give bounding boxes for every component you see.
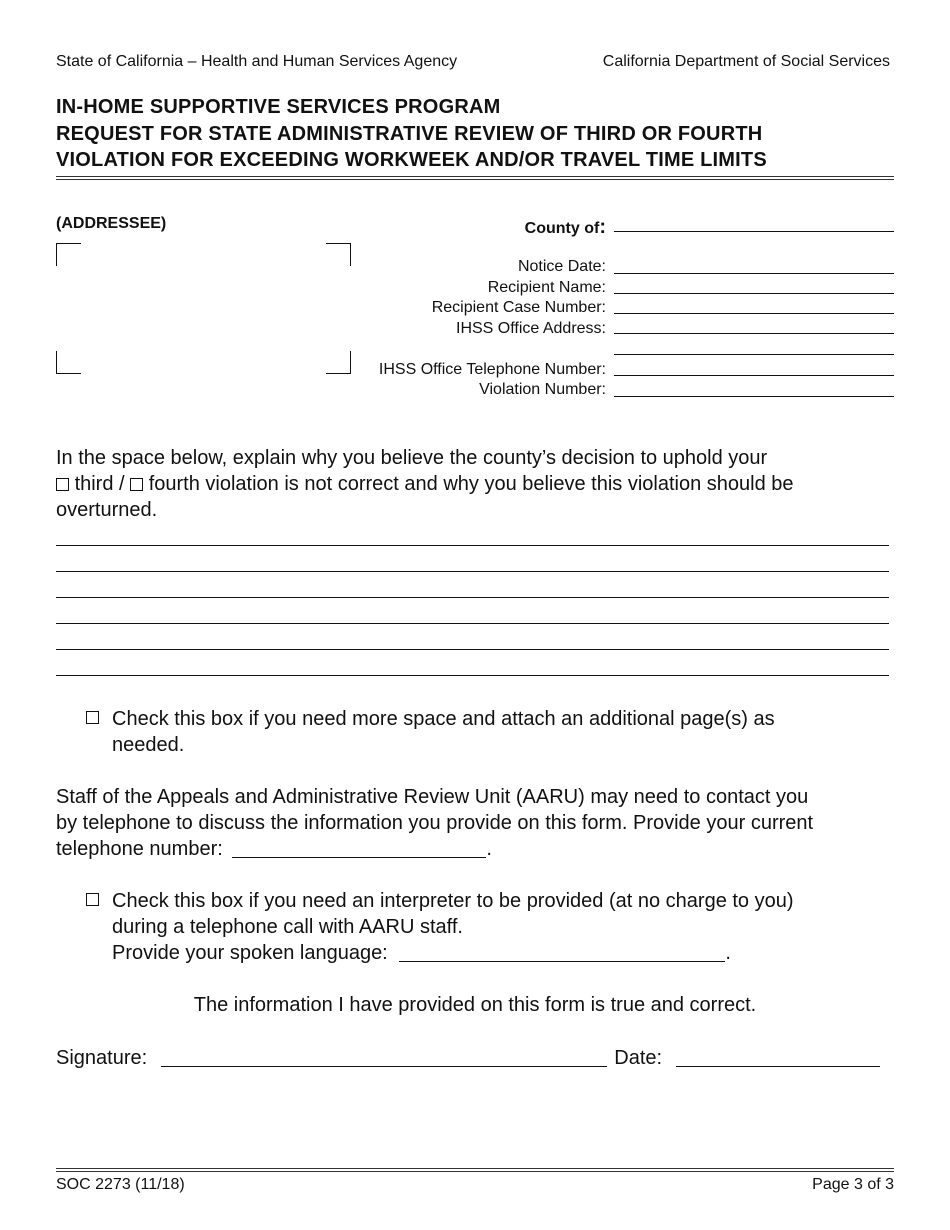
office-phone-field[interactable]	[614, 375, 894, 376]
date-label: Date:	[614, 1047, 663, 1069]
violation-number-field[interactable]	[614, 396, 894, 397]
footer-divider	[56, 1168, 894, 1172]
certification-statement: The information I have provided on this form is true and correct.	[193, 994, 757, 1016]
explanation-writing-line-4[interactable]	[56, 623, 889, 624]
third-violation-checkbox[interactable]	[56, 478, 69, 491]
explain-line-1: In the space below, explain why you believe the county’s decision to uphold your	[56, 447, 768, 469]
office-address-field-line-2[interactable]	[614, 354, 894, 355]
title-divider	[56, 176, 894, 180]
explanation-writing-line-6[interactable]	[56, 675, 889, 676]
more-space-text	[112, 706, 872, 758]
county-label	[46, 216, 606, 239]
aaru-line-2: by telephone to discuss the information you provide on this form. Provide your current	[56, 812, 814, 834]
recipient-name-field[interactable]	[614, 293, 894, 294]
agency-header: State of California – Health and Human Services Agency	[56, 53, 458, 70]
aaru-line-1: Staff of the Appeals and Administrative Review Unit (AARU) may need to contact you	[56, 786, 809, 808]
office-address-field[interactable]	[614, 333, 894, 334]
spoken-language-period: .	[725, 942, 731, 964]
page-number: Page 3 of 3	[812, 1176, 894, 1193]
interpreter-text	[112, 888, 892, 966]
addressee-label: (ADDRESSEE)	[56, 215, 167, 232]
interpreter-line-3	[112, 940, 892, 966]
department-header: California Department of Social Services	[602, 53, 890, 70]
spoken-language-field[interactable]	[399, 943, 725, 962]
recipient-name-label: Recipient Name:	[487, 279, 606, 296]
explain-paragraph	[56, 445, 901, 523]
office-phone-label: IHSS Office Telephone Number:	[378, 361, 606, 378]
recipient-case-number-field[interactable]	[614, 313, 894, 314]
title-line-3: VIOLATION FOR EXCEEDING WORKWEEK AND/OR TRAVEL TIME LIMITS	[56, 149, 767, 171]
signature-label: Signature:	[56, 1047, 148, 1069]
explanation-writing-line-3[interactable]	[56, 597, 889, 598]
interpreter-checkbox[interactable]	[86, 893, 99, 906]
explain-line-3: overturned.	[56, 499, 158, 521]
telephone-label: telephone number:	[56, 838, 223, 860]
explanation-writing-line-5[interactable]	[56, 649, 889, 650]
title-line-2: REQUEST FOR STATE ADMINISTRATIVE REVIEW OF THIRD OR FOURTH	[56, 122, 763, 145]
telephone-period: .	[486, 838, 492, 860]
telephone-number-field[interactable]	[232, 839, 486, 858]
form-number: SOC 2273 (11/18)	[56, 1176, 185, 1193]
signature-row	[56, 1045, 901, 1071]
date-field[interactable]	[676, 1048, 880, 1067]
notice-date-field[interactable]	[614, 273, 894, 274]
spoken-language-label: Provide your spoken language:	[112, 942, 388, 964]
more-space-line-2: needed.	[112, 734, 185, 756]
explain-line-2	[56, 471, 901, 497]
form-title	[56, 94, 767, 174]
office-address-label: IHSS Office Address:	[456, 320, 606, 337]
explanation-writing-line-2[interactable]	[56, 571, 889, 572]
more-space-line-1: Check this box if you need more space and attach an additional page(s) as	[112, 708, 775, 730]
fourth-label: fourth violation is not correct and why you believe this violation should be	[148, 473, 794, 495]
county-label-text: County of	[524, 220, 600, 237]
recipient-case-number-label: Recipient Case Number:	[431, 299, 606, 316]
fourth-violation-checkbox[interactable]	[130, 478, 143, 491]
interpreter-line-1: Check this box if you need an interpreter to be provided (at no charge to you)	[112, 890, 794, 912]
more-space-checkbox[interactable]	[86, 711, 99, 724]
third-label: third /	[74, 473, 125, 495]
interpreter-line-2: during a telephone call with AARU staff.	[112, 916, 463, 938]
signature-field[interactable]	[161, 1048, 607, 1067]
county-field[interactable]	[614, 231, 894, 232]
county-colon: :	[599, 216, 606, 238]
aaru-paragraph	[56, 784, 901, 862]
explanation-writing-line-1[interactable]	[56, 545, 889, 546]
title-line-1: IN-HOME SUPPORTIVE SERVICES PROGRAM	[56, 96, 501, 118]
violation-number-label: Violation Number:	[479, 381, 606, 398]
notice-date-label: Notice Date:	[517, 258, 606, 275]
aaru-line-3	[56, 836, 901, 862]
